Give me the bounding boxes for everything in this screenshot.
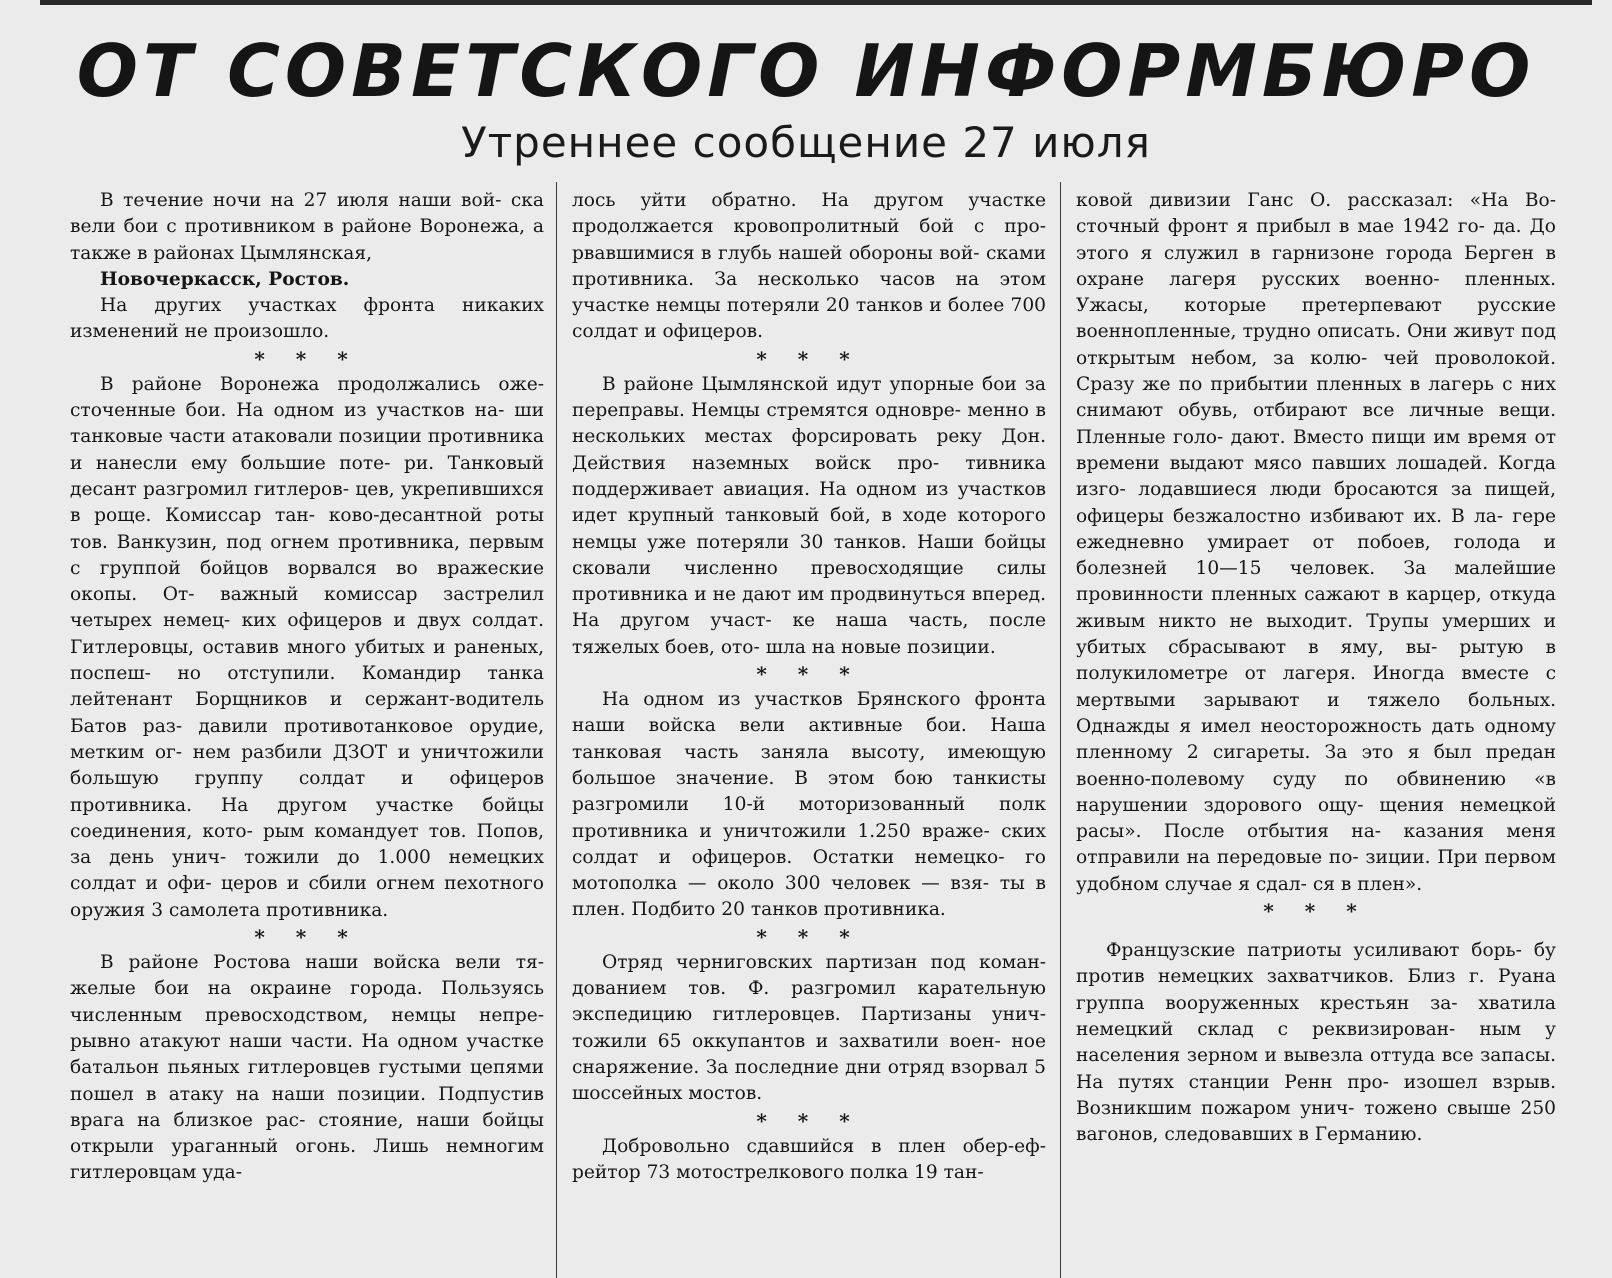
article-column-3 <box>1076 188 1556 1273</box>
text-line: Они живут под открытым небом, за колю- <box>1076 321 1556 369</box>
text-line: давили противотанковое орудие, метким ог- <box>70 715 544 763</box>
text-line: выдают мясо павших лошадей. Когда изго- <box>1076 452 1556 501</box>
text-line: В районе Воронежа продолжались оже- <box>100 373 544 395</box>
section-separator: * * * <box>756 662 862 687</box>
text-line: густыми цепями пошел в атаку на наши <box>70 1057 544 1105</box>
text-line: дать одному пленному 2 сигареты. За это <box>1076 715 1556 764</box>
text-line: противника и нанесли ему большие поте- <box>70 426 544 474</box>
text-line: ты в плен. Подбито 20 танков противника. <box>572 873 1046 921</box>
article-paragraph <box>572 372 1046 661</box>
text-line: другом участке бойцы соединения, кото- <box>70 794 544 842</box>
text-line: Добровольно сдавшийся в плен обер-еф- <box>602 1135 1046 1157</box>
text-line: вместе с мертвыми зарывают и тяжело <box>1076 663 1556 711</box>
text-line: рвавшимися в глубь нашей обороны вой- <box>572 242 980 264</box>
article-paragraph <box>572 188 1046 346</box>
text-line: позиции. Подпустив врага на близкое рас- <box>70 1083 544 1131</box>
text-line: реку Дон. Действия наземных войск про- <box>572 426 1046 474</box>
text-line: хватила немецкий склад с реквизирован- <box>1076 992 1556 1040</box>
text-line: ково-десантной роты тов. Ванкузин, под <box>70 505 544 553</box>
article-paragraph <box>70 372 544 924</box>
text-line: оставив много убитых и раненых, поспеш- <box>70 636 544 685</box>
text-line: группу солдат и офицеров противника. На <box>70 768 544 816</box>
headline: ОТ СОВЕТСКОГО ИНФОРМБЮРО <box>76 29 1536 113</box>
text-line: ши танковые части атаковали позиции <box>70 400 544 448</box>
text-line: в ходе которого немцы уже потеряли 30 <box>572 505 1046 553</box>
text-line: но отступили. Командир танка лейтенант <box>70 663 544 711</box>
text-line: противника и уничтожили 1.250 враже- <box>572 820 990 842</box>
text-line: рывно атакуют наши части. На одном <box>70 1030 458 1052</box>
text-line: танковая часть заняла высоту, имеющую <box>572 741 1046 763</box>
section-separator: * * * <box>756 346 862 371</box>
text-line: рым командует тов. Попов, за день унич- <box>70 820 544 869</box>
text-line: На одном из участков Брянского фронта <box>602 689 1046 711</box>
article-paragraph <box>70 293 544 346</box>
text-line: лось уйти обратно. На другом участке <box>572 190 1046 211</box>
text-line: чей проволокой. Сразу же по прибытии <box>1076 347 1556 396</box>
text-line: дованием тов. Ф. разгромил карательную <box>572 978 1046 1000</box>
text-line: этом участке немцы потеряли 20 танков и <box>572 268 1046 317</box>
text-line: огнем противника, первым с группой <box>70 531 544 579</box>
text-line: огонь. Лишь немногим гитлеровцам уда- <box>70 1136 544 1184</box>
text-line: больных. Однажды я имел неосторожность <box>1076 689 1556 737</box>
section-separator: * * * <box>254 925 360 950</box>
text-line: продолжается кровопролитный бой с про- <box>572 216 1046 238</box>
text-line: ным у населения зерном и вывезла оттуда <box>1076 1018 1556 1067</box>
text-line: им продвинуться вперед. На другом участ- <box>572 584 1046 632</box>
text-line: ри. Танковый десант разгромил гитлеров- <box>70 452 544 500</box>
text-line: Отряд черниговских партизан под коман- <box>602 951 1046 973</box>
text-line: бойцов ворвался во вражеские окопы. От- <box>70 557 544 606</box>
text-line: ковой дивизии Ганс О. рассказал: «На Во- <box>1076 190 1556 211</box>
text-line: Берген в охране лагеря русских военно- <box>1076 242 1556 290</box>
text-line: откуда живым никто не выходит. Трупы <box>1076 584 1556 632</box>
text-line: я был предан военно-полевому суду по <box>1076 742 1556 790</box>
text-line: казания меня отправили на передовые по- <box>1076 821 1556 869</box>
text-line: Борщников и сержант-водитель Батов раз- <box>70 689 544 737</box>
text-line: Новочеркасск, Ростов. <box>100 268 350 290</box>
text-line: обвинению «в нарушении здорового ощу- <box>1076 768 1556 816</box>
text-line: щения немецкой расы». После отбытия на- <box>1076 794 1556 843</box>
text-line: церов и сбили огнем пехотного оружия <box>70 873 544 921</box>
text-line: стояние, наши бойцы открыли ураганный <box>70 1109 544 1158</box>
text-line: офицеры безжалостно избивают их. В ла- <box>1076 505 1504 527</box>
text-line: разгромили 10-й моторизованный полк <box>572 794 1046 816</box>
text-line: русские военнопленные, трудно описать. <box>1076 295 1556 343</box>
text-line: сточный фронт я прибыл в мае 1942 го- <box>1076 216 1485 238</box>
section-separator: * * * <box>1263 899 1369 924</box>
text-line: из участков идет крупный танковый бой, <box>572 478 1046 527</box>
text-line: изошел взрыв. Возникшим пожаром унич- <box>1076 1071 1556 1119</box>
article-paragraph <box>1076 938 1556 1148</box>
article-paragraph <box>70 950 544 1187</box>
text-line: все запасы. На путях станции Ренн про- <box>1076 1045 1556 1093</box>
text-line: пленных в лагерь с них снимают обувь, <box>1076 374 1556 422</box>
text-line: Воронежа, а также в районах Цымлянская, <box>70 216 544 264</box>
article-column-2 <box>572 188 1046 1273</box>
text-line: го мотополка — около 300 человек — взя- <box>572 846 1046 895</box>
text-line: ска вели бои с противником в районе <box>70 190 544 238</box>
text-line: цев, укрепившихся в роще. Комиссар тан- <box>70 478 544 527</box>
text-line: да. До этого я служил в гарнизоне города <box>1076 216 1556 264</box>
text-line: В течение ночи на 27 июля наши вой- <box>100 190 502 211</box>
text-line: г. Руана группа вооруженных крестьян за- <box>1076 966 1556 1014</box>
column-divider <box>1060 182 1061 1278</box>
article-paragraph <box>572 687 1046 924</box>
text-line: превосходящие силы противника и не дают <box>572 557 1046 606</box>
text-line: умерших и убитых сбрасывают в яму, вы- <box>1076 610 1556 659</box>
text-line: зиции. При первом удобном случае я сдал- <box>1076 847 1556 895</box>
text-line: рытую в полукилометре от лагеря. Иногда <box>1076 637 1556 685</box>
text-line: дают. Вместо пищи им время от времени <box>1076 426 1556 474</box>
text-line: рейтор 73 мотострелкового полка 19 тан- <box>572 1161 984 1183</box>
text-line: ное снаряжение. За последние дни отряд <box>572 1030 1046 1078</box>
text-line: за переправы. Немцы стремятся одновре- <box>572 373 1046 422</box>
text-line: отбирают все личные вещи. Пленные голо- <box>1076 400 1556 448</box>
text-line: экспедицию гитлеровцев. Партизаны унич- <box>572 1004 1046 1026</box>
text-line: Французские патриоты усиливают борь- <box>1106 940 1522 962</box>
text-line: сточенные бои. На одном из участков на- <box>70 400 505 422</box>
text-line: желые бои на окраине города. Пользуясь <box>70 978 544 1000</box>
text-line: наши войска вели активные бои. Наша <box>572 715 1046 737</box>
text-line: тожено свыше 250 вагонов, следовавших в <box>1076 1097 1556 1146</box>
text-line: гере ежедневно умирает от побоев, голода <box>1076 505 1556 553</box>
column-divider <box>556 182 557 1278</box>
text-line: ся в плен». <box>1312 873 1423 895</box>
article-paragraph <box>572 950 1046 1108</box>
text-line: ких офицеров и двух солдат. Гитлеровцы, <box>70 610 544 658</box>
text-line: тожили до 1.000 немецких солдат и офи- <box>70 847 544 895</box>
text-line: ских солдат и офицеров. Остатки немецко- <box>572 820 1046 868</box>
article-paragraph <box>1076 188 1556 898</box>
text-line: изменений не произошло. <box>70 321 330 343</box>
text-line: 3 самолета противника. <box>151 899 389 921</box>
section-separator: * * * <box>254 346 360 371</box>
spacer <box>1076 924 1556 938</box>
text-line: взорвал 5 шоссейных мостов. <box>572 1056 1046 1105</box>
text-line: В районе Цымлянской идут упорные бои <box>602 373 1017 395</box>
text-line: большое значение. В этом бою танкисты <box>572 767 1046 789</box>
section-separator: * * * <box>756 1108 862 1133</box>
text-line: численным превосходством, немцы непре- <box>70 1004 544 1026</box>
text-line: тожили 65 оккупантов и захватили воен- <box>572 1030 1001 1052</box>
text-line: пленных. Ужасы, которые претерпевают <box>1076 268 1556 317</box>
text-line: нем разбили ДЗОТ и уничтожили большую <box>70 741 544 790</box>
subheadline: Утреннее сообщение 27 июля <box>461 118 1151 167</box>
text-line: шла на новые позиции. <box>765 636 996 658</box>
article-paragraph <box>70 267 544 293</box>
text-line: более 700 солдат и офицеров. <box>572 295 1046 343</box>
text-line: и болезней 10—15 человек. За малейшие <box>1076 531 1556 580</box>
text-line: участке батальон пьяных гитлеровцев <box>70 1030 544 1079</box>
text-line: важный комиссар застрелил четырех немец- <box>70 584 544 632</box>
text-line: В районе Ростова наши войска вели тя- <box>100 952 544 974</box>
top-rule <box>40 0 1592 5</box>
text-line: тивника поддерживает авиация. На одном <box>572 452 1046 500</box>
text-line: танков. Наши бойцы сковали численно <box>572 531 1046 579</box>
text-line: ке наша часть, после тяжелых боев, ото- <box>572 610 1046 658</box>
text-line: бу против немецких захватчиков. Близ <box>1076 940 1556 988</box>
text-line: Германию. <box>1314 1124 1423 1146</box>
section-separator: * * * <box>756 924 862 949</box>
article-paragraph <box>70 188 544 267</box>
article-column-1 <box>70 188 544 1273</box>
article-paragraph <box>572 1134 1046 1187</box>
text-line: сками противника. За несколько часов на <box>572 242 1046 290</box>
text-line: На других участках фронта никаких <box>100 295 544 317</box>
text-line: провинности пленных сажают в карцер, <box>1076 584 1482 606</box>
text-line: лодавшиеся люди бросаются за пищей, <box>1138 479 1556 501</box>
text-line: менно в нескольких местах форсировать <box>572 400 1046 448</box>
